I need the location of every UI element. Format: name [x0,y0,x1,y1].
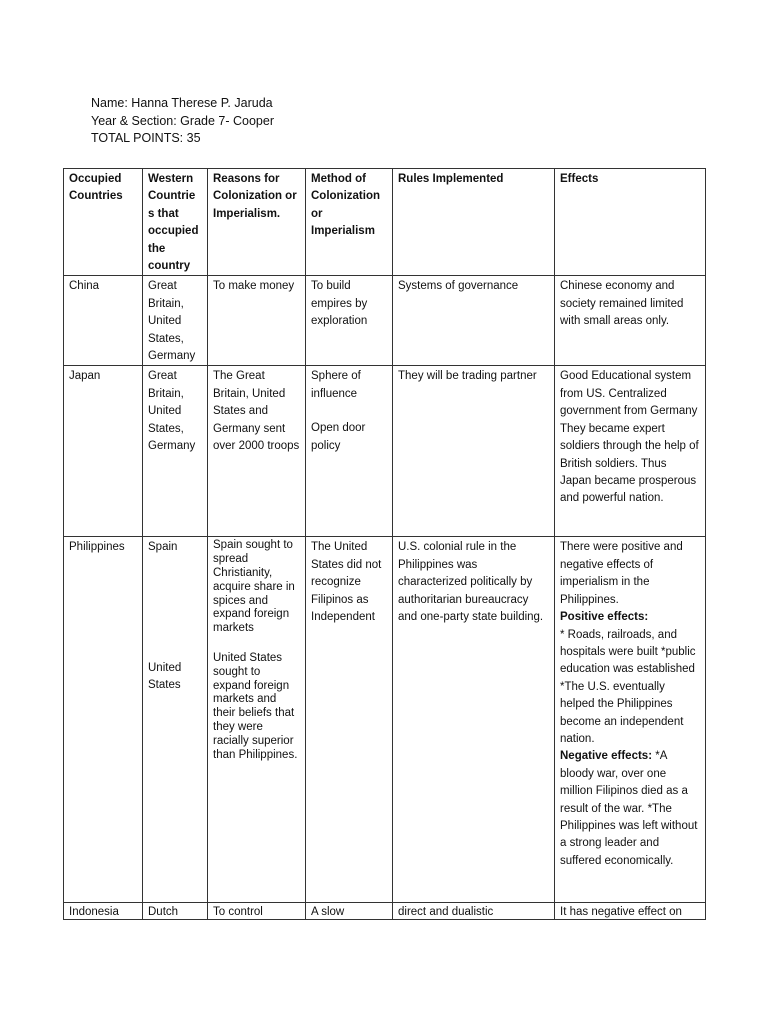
cell-country: Japan [64,366,143,537]
header-effects: Effects [555,169,706,276]
spacer [213,636,300,652]
cell-western: Dutch [143,903,208,920]
cell-method: A slow [306,903,393,920]
header-method: Method of Colonization or Imperialism [306,169,393,276]
western-spain: Spain [148,541,178,554]
cell-country: Indonesia [64,903,143,920]
header-occupied-countries: Occupied Countries [64,169,143,276]
student-info [91,95,274,148]
western-united-states: United States [148,661,182,692]
year-section: Year & Section: Grade 7- Cooper [91,113,274,128]
student-name: Name: Hanna Therese P. Jaruda [91,96,273,110]
cell-country: China [64,276,143,366]
cell-method: The United States did not recognize Filipinos as Independent [306,537,393,903]
header-rules: Rules Implemented [393,169,555,276]
cell-method [306,366,393,537]
positive-effects-label: Positive effects: [560,611,649,624]
cell-rules: They will be trading partner [393,366,555,537]
reasons-spain: Spain sought to spread Christianity, acquire share in spices and expand foreign markets [213,539,295,635]
cell-reasons: To control [208,903,306,920]
header-western-countries: Western Countrie s that occupied the country [143,169,208,276]
cell-western: Great Britain, United States, Germany [143,366,208,537]
table-row [64,903,706,920]
negative-effects-text: *A bloody war, over one million Filipinos died as a result of the war. *The Philippines was left without a strong leader and suffered economically. [560,750,698,867]
cell-western [143,537,208,903]
positive-effects-text: * Roads, railroads, and hospitals were built *public education was established *The U.S. eventually helped the Philippines become an independent nation. [560,628,696,745]
table-row [64,366,706,537]
header-reasons: Reasons for Colonization or Imperialism. [208,169,306,276]
reasons-united-states: United States sought to expand foreign markets and their beliefs that they were racially superior than Philippines. [213,652,298,761]
cell-western: Great Britain, United States, Germany [143,276,208,366]
table-header-row [64,169,706,276]
effects-intro: There were positive and negative effects of imperialism in the Philippines. [560,541,683,606]
table-row [64,276,706,366]
cell-reasons: The Great Britain, United States and Germany sent over 2000 troops [208,366,306,537]
cell-method: To build empires by exploration [306,276,393,366]
cell-reasons [208,537,306,903]
cell-rules: direct and dualistic [393,903,555,920]
cell-effects [555,537,706,903]
negative-effects-label: Negative effects: [560,750,653,763]
spacer [148,557,202,660]
cell-effects: It has negative effect on [555,903,706,920]
cell-effects: Chinese economy and society remained limited with small areas only. [555,276,706,366]
cell-reasons: To make money [208,276,306,366]
cell-rules: Systems of governance [393,276,555,366]
total-points: TOTAL POINTS: 35 [91,131,201,145]
method-open-door: Open door policy [311,422,366,452]
cell-effects: Good Educational system from US. Centralized government from Germany They became expert soldiers through the help of British soldiers. Thus Japan became prosperous and powerful nation. [555,366,706,537]
colonization-table [63,168,706,920]
spacer [311,403,387,420]
method-sphere: Sphere of influence [311,370,361,400]
cell-country: Philippines [64,537,143,903]
cell-rules: U.S. colonial rule in the Philippines was characterized politically by authoritarian bureaucracy and one-party state building. [393,537,555,903]
table-row [64,537,706,903]
